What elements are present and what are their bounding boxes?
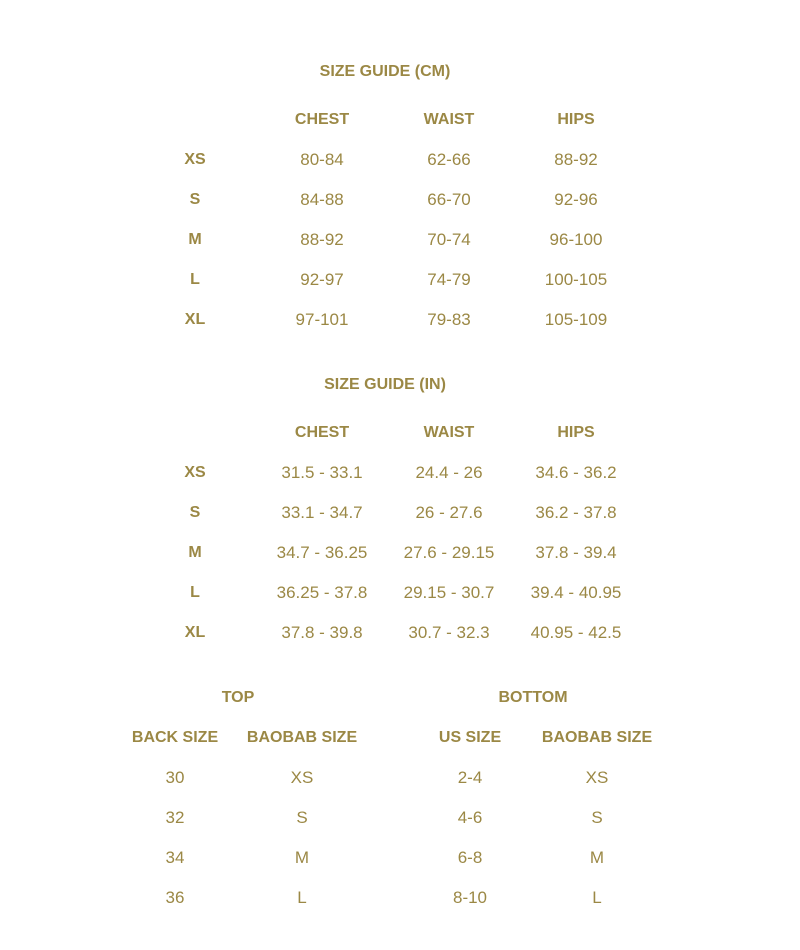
top-header-back-size: BACK SIZE	[131, 729, 219, 746]
bottom-row-1-us: 2-4	[457, 768, 483, 787]
cm-row-l-size: L	[190, 271, 200, 288]
bottom-row-3-baobab: M	[589, 848, 605, 867]
cm-header-hips: HIPS	[557, 111, 595, 128]
in-row-l-chest: 36.25 - 37.8	[276, 583, 368, 602]
top-row-2-baobab: S	[296, 808, 308, 827]
in-row-xs-hips: 34.6 - 36.2	[535, 463, 617, 482]
cm-header-chest: CHEST	[294, 111, 350, 128]
cm-row-m-hips: 96-100	[549, 230, 603, 249]
cm-row-s-waist: 66-70	[427, 190, 471, 209]
cm-row-xl-size: XL	[184, 311, 206, 328]
cm-row-m-waist: 70-74	[427, 230, 471, 249]
in-row-l-waist: 29.15 - 30.7	[403, 583, 495, 602]
cm-row-m-size: M	[188, 231, 202, 248]
cm-row-l-hips: 100-105	[544, 270, 608, 289]
in-row-s-hips: 36.2 - 37.8	[535, 503, 617, 522]
top-row-1-baobab: XS	[290, 768, 314, 787]
in-row-xl-chest: 37.8 - 39.8	[281, 623, 363, 642]
bottom-header-us-size: US SIZE	[438, 729, 502, 746]
cm-header-waist: WAIST	[423, 111, 475, 128]
cm-table-title: SIZE GUIDE (CM)	[319, 63, 451, 80]
in-row-xl-size: XL	[184, 624, 206, 641]
cm-row-m-chest: 88-92	[300, 230, 344, 249]
in-row-xs-size: XS	[184, 464, 206, 481]
top-row-4-baobab: L	[297, 888, 307, 907]
cm-row-s-hips: 92-96	[554, 190, 598, 209]
bottom-row-3-us: 6-8	[457, 848, 483, 867]
cm-row-xs-hips: 88-92	[554, 150, 598, 169]
in-row-l-hips: 39.4 - 40.95	[530, 583, 622, 602]
cm-row-xs-chest: 80-84	[300, 150, 344, 169]
cm-row-xl-waist: 79-83	[427, 310, 471, 329]
in-row-s-chest: 33.1 - 34.7	[281, 503, 363, 522]
cm-row-l-chest: 92-97	[300, 270, 344, 289]
cm-row-xl-hips: 105-109	[544, 310, 608, 329]
cm-row-l-waist: 74-79	[427, 270, 471, 289]
in-row-s-waist: 26 - 27.6	[415, 503, 483, 522]
bottom-header-baobab-size: BAOBAB SIZE	[541, 729, 653, 746]
in-row-xs-waist: 24.4 - 26	[415, 463, 483, 482]
in-header-hips: HIPS	[557, 424, 595, 441]
top-row-3-baobab: M	[294, 848, 310, 867]
cm-row-xl-chest: 97-101	[295, 310, 349, 329]
in-row-xl-waist: 30.7 - 32.3	[408, 623, 490, 642]
in-row-xl-hips: 40.95 - 42.5	[530, 623, 622, 642]
in-header-waist: WAIST	[423, 424, 475, 441]
top-row-1-back: 30	[165, 768, 185, 787]
cm-row-xs-size: XS	[184, 151, 206, 168]
bottom-row-2-us: 4-6	[457, 808, 483, 827]
top-header-baobab-size: BAOBAB SIZE	[246, 729, 358, 746]
bottom-row-4-baobab: L	[592, 888, 602, 907]
in-row-m-hips: 37.8 - 39.4	[535, 543, 617, 562]
top-row-2-back: 32	[165, 808, 185, 827]
in-row-xs-chest: 31.5 - 33.1	[281, 463, 363, 482]
in-header-chest: CHEST	[294, 424, 350, 441]
top-row-3-back: 34	[165, 848, 185, 867]
in-row-l-size: L	[190, 584, 200, 601]
in-table-title: SIZE GUIDE (IN)	[324, 376, 446, 393]
bottom-row-2-baobab: S	[591, 808, 603, 827]
cm-row-s-chest: 84-88	[300, 190, 344, 209]
in-row-m-waist: 27.6 - 29.15	[403, 543, 495, 562]
bottom-row-4-us: 8-10	[452, 888, 488, 907]
cm-row-xs-waist: 62-66	[427, 150, 471, 169]
in-row-m-size: M	[188, 544, 202, 561]
bottom-row-1-baobab: XS	[585, 768, 609, 787]
top-row-4-back: 36	[165, 888, 185, 907]
in-row-m-chest: 34.7 - 36.25	[276, 543, 368, 562]
cm-row-s-size: S	[189, 191, 201, 208]
top-table-title: TOP	[221, 689, 255, 706]
in-row-s-size: S	[189, 504, 201, 521]
bottom-table-title: BOTTOM	[498, 689, 568, 706]
